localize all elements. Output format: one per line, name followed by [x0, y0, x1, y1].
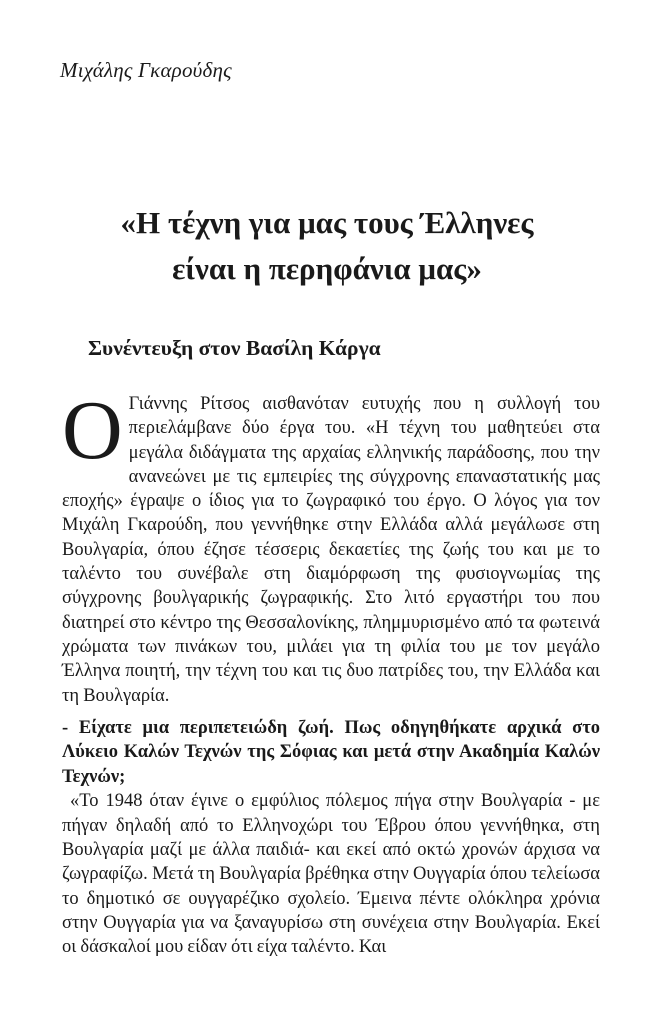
drop-cap: Ο [62, 384, 123, 477]
article-title [40, 200, 614, 292]
intro-paragraph [62, 384, 600, 708]
article-title-line-1: «Η τέχνη για μας τους Έλληνες [120, 205, 534, 240]
interview-question: - Είχατε μια περιπετειώδη ζωή. Πως οδηγηθήκατε αρχικά στο Λύκειο Καλών Τεχνών της Σόφιας και μετά στην Ακαδημία Καλών Τεχνών; [62, 717, 600, 787]
article-subtitle: Συνέντευξη στον Βασίλη Κάργα [88, 336, 381, 360]
interview-answer: «Το 1948 όταν έγινε ο εμφύλιος πόλεμος πήγα στην Βουλγαρία - με πήγαν δηλαδή από το Ελληνοχώρι του Έβρου όπου γεννήθηκα, στη Βουλγαρία μαζί με άλλα παιδιά- και εκεί από οκτώ χρονών άρχισα να ζωγραφίζω. Μετά τη Βουλγαρία βρέθηκα στην Ουγγαρία όπου τελείωσα το δημοτικό σε ουγγαρέζικο σχολείο. Έμεινα πέντε ολόκληρα χρόνια στην Ουγγαρία για να ξαναγυρίσω στη συνέχεια στην Βουλγαρία. Εκεί οι δάσκαλοί μου είδαν ότι είχα ταλέντο. Και [62, 791, 600, 958]
intro-text: Γιάννης Ρίτσος αισθανόταν ευτυχής που η συλλογή του περιελάμβανε δύο έργα του. «Η τέχνη του μαθητεύει στα μεγάλα διδάγματα της αρχαίας ελληνικής παράδοσης, που την ανανεώνει με τις εμπειρίες της σύγχρονης επαναστατικής μας εποχής» έγραψε ο ίδιος για το ζωγραφικό του έργο. Ο λόγος για τον Μιχάλη Γκαρούδη, που γεννήθηκε στην Ελλάδα αλλά μεγάλωσε στη Βουλγαρία, όπου έζησε τέσσερις δεκαετίες της ζωής του και με το ταλέντο του συνέβαλε στη διαμόρφωση της φυσιογνωμίας της σύγχρονης βουλγαρικής ζωγραφικής. Στο λιτό εργαστήρι του που διατηρεί στο κέντρο της Θεσσαλονίκης, πλημμυρισμένο από τα φωτεινά χρώματα των πινάκων του, μιλάει για τη φιλία του με τον μεγάλο Έλληνα ποιητή, την τέχνη του και τις δυο πατρίδες του, την Ελλάδα και τη Βουλγαρία. [62, 394, 600, 706]
article-body [62, 384, 600, 959]
article-title-line-2: είναι η περηφάνια μας» [172, 251, 482, 286]
running-head: Μιχάλης Γκαρούδης [60, 58, 232, 82]
